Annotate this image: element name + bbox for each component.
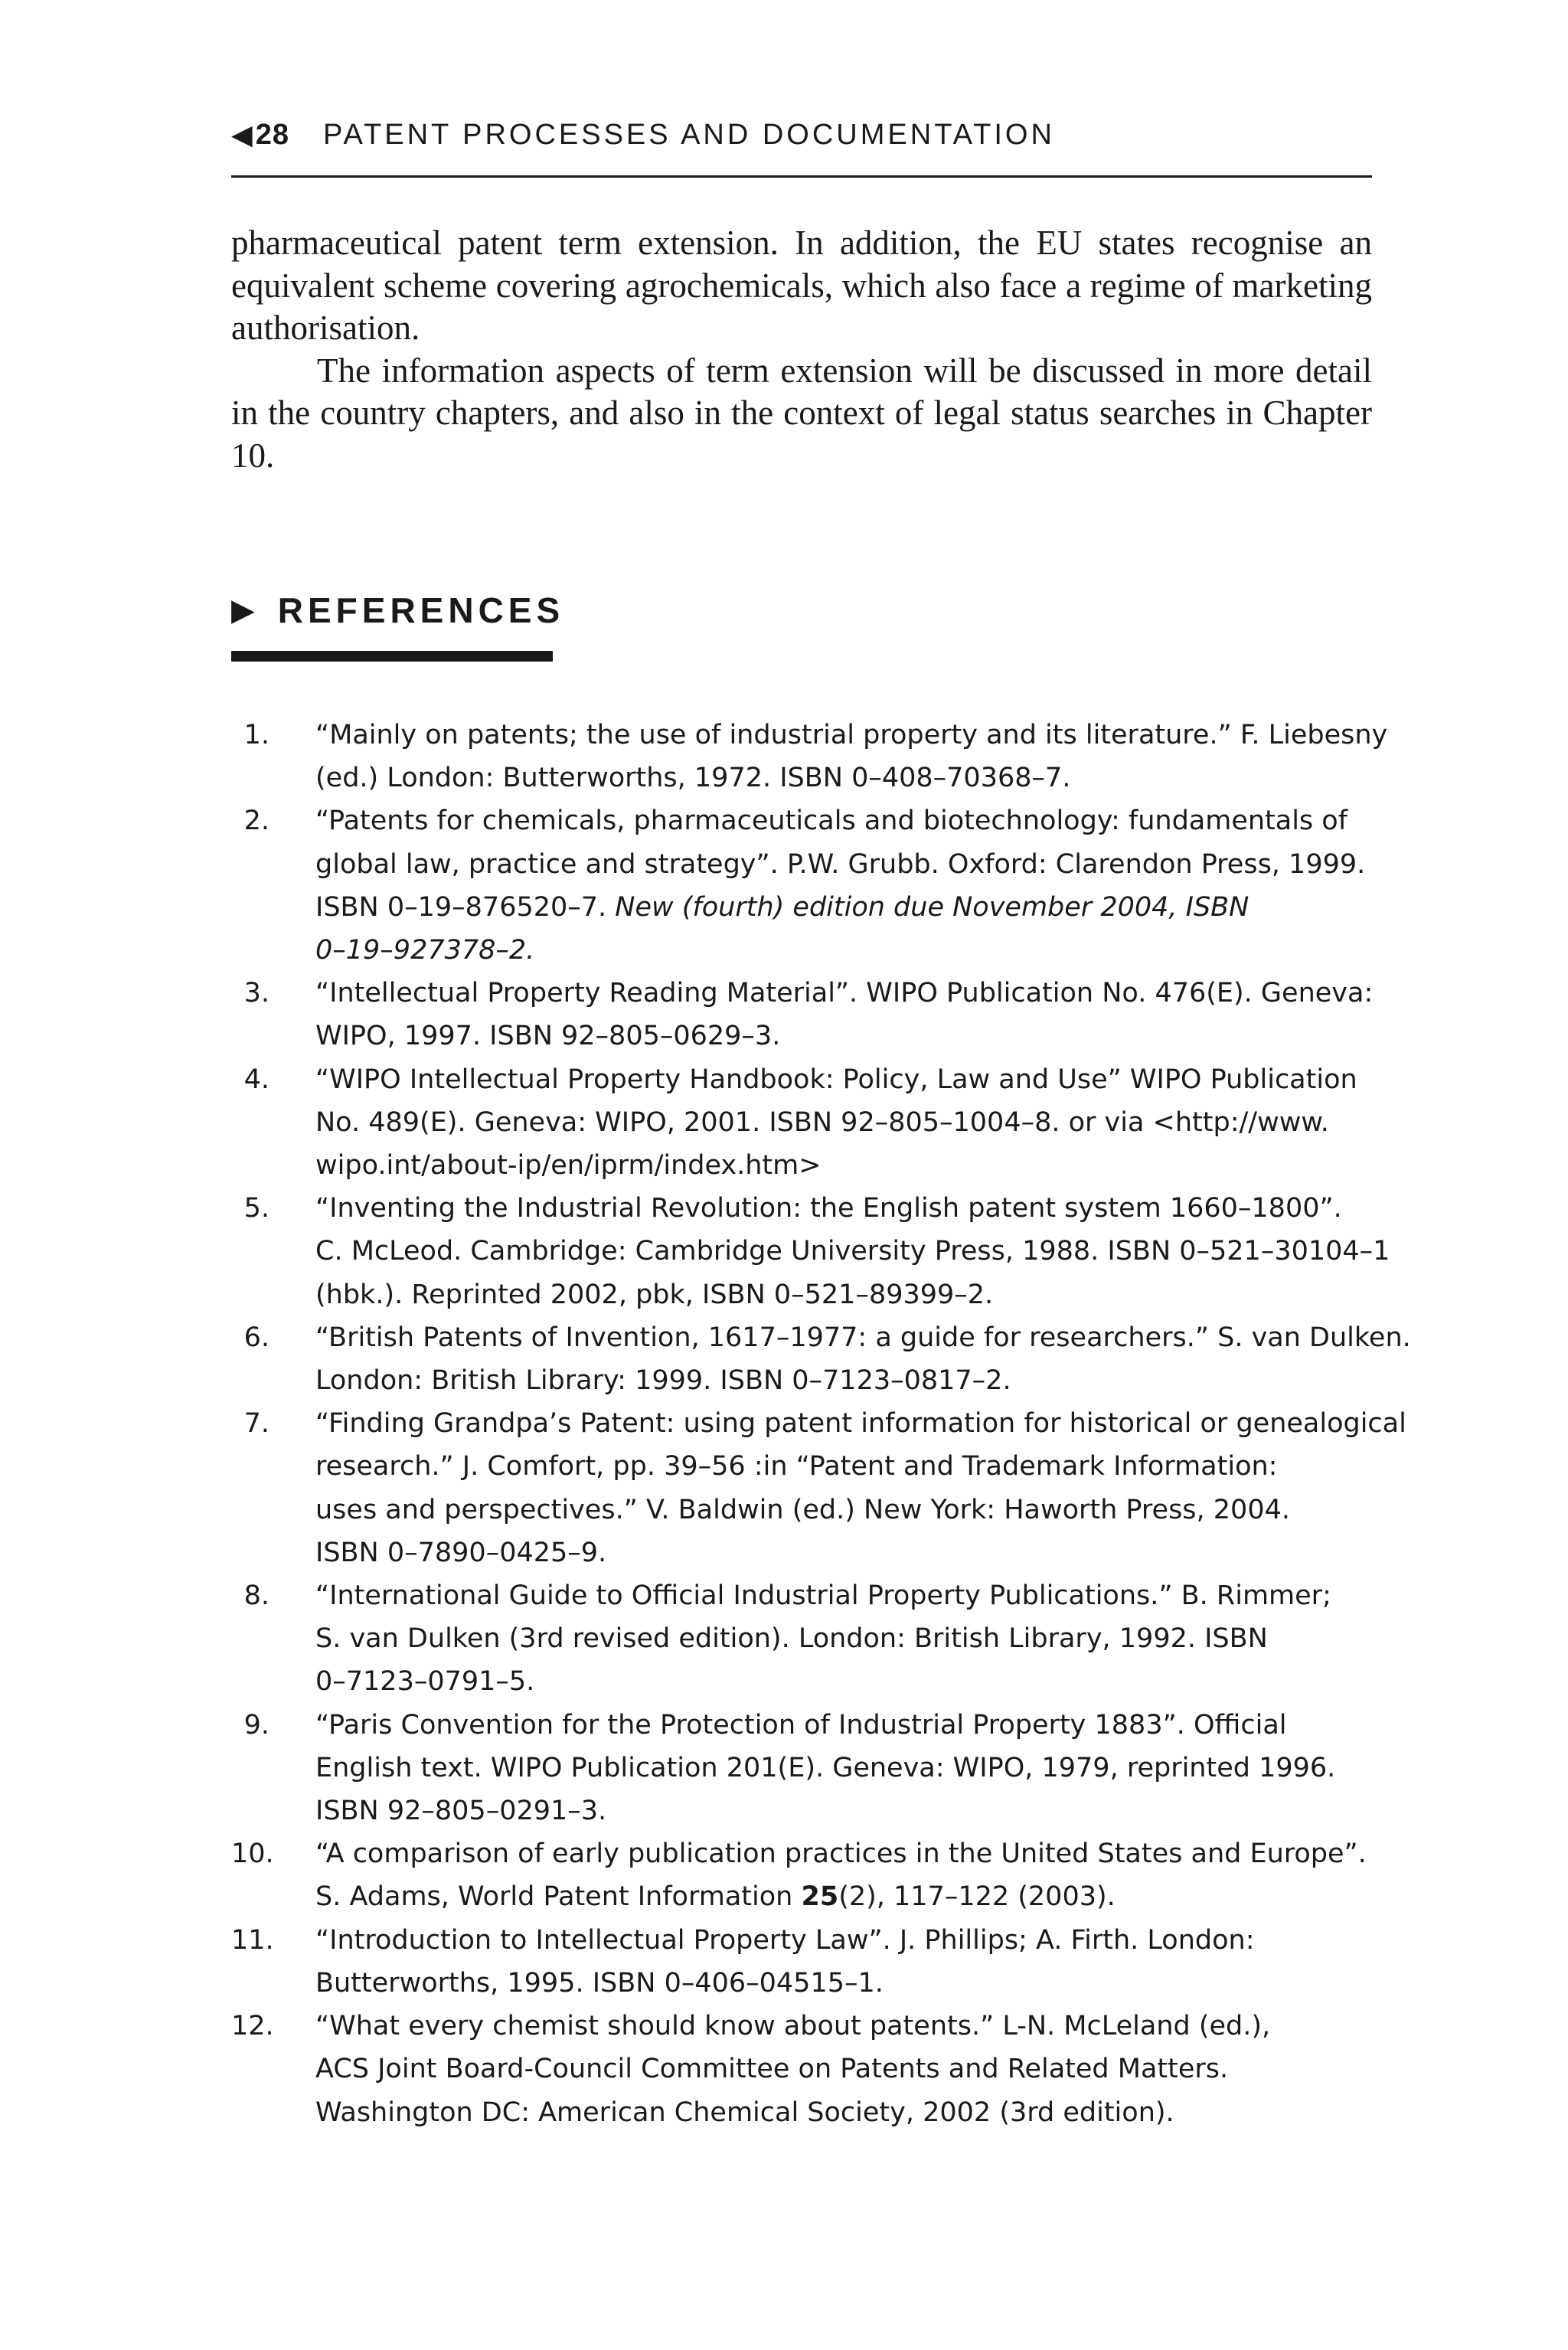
reference-line: ISBN 92–805–0291–3. — [315, 1796, 607, 1827]
section-title: REFERENCES — [277, 590, 565, 630]
reference-line: “Intellectual Property Reading Material”. WIPO Publication No. 476(E). Geneva: — [315, 978, 1374, 1009]
reference-item — [231, 799, 1372, 972]
reference-number: 2. — [243, 806, 270, 837]
reference-line — [315, 886, 1372, 929]
reference-line: C. McLeod. Cambridge: Cambridge University Press, 1988. ISBN 0–521–30104–1 — [315, 1236, 1390, 1267]
reference-line — [315, 929, 1372, 972]
page-number: 28 — [255, 119, 289, 151]
reference-item — [231, 972, 1372, 1057]
reference-italic-note: 0–19–927378–2. — [315, 935, 535, 966]
reference-line: “Introduction to Intellectual Property Law”. J. Phillips; A. Firth. London: — [315, 1924, 1255, 1956]
reference-line: “Paris Convention for the Protection of Industrial Property 1883”. Official — [315, 1709, 1287, 1740]
reference-number: 11. — [231, 1924, 274, 1956]
reference-text: S. Adams, World Patent Information — [315, 1881, 802, 1913]
reference-italic-note: New (fourth) edition due November 2004, ISBN — [606, 891, 1250, 923]
reference-number: 1. — [243, 720, 270, 750]
reference-line: “British Patents of Invention, 1617–1977: a guide for researchers.” S. van Dulken. — [315, 1322, 1411, 1353]
reference-number: 3. — [243, 978, 270, 1009]
running-title: PATENT PROCESSES AND DOCUMENTATION — [322, 119, 1055, 151]
reference-line: (hbk.). Reprinted 2002, pbk, ISBN 0–521–89399–2. — [315, 1279, 994, 1310]
header-rule — [231, 175, 1372, 178]
reference-text: ISBN 0–19–876520–7. — [315, 891, 607, 923]
reference-line: uses and perspectives.” V. Baldwin (ed.) New York: Haworth Press, 2004. — [315, 1494, 1290, 1525]
reference-number: 4. — [243, 1064, 270, 1095]
volume-number: 25 — [801, 1881, 839, 1913]
reference-list — [231, 714, 1411, 2134]
reference-item — [231, 2005, 1372, 2134]
reference-item — [231, 1058, 1372, 1188]
reference-item — [231, 1919, 1372, 2005]
reference-line: “Patents for chemicals, pharmaceuticals and biotechnology: fundamentals of — [315, 806, 1348, 837]
reference-item — [231, 1187, 1390, 1316]
reference-number: 9. — [243, 1709, 270, 1740]
reference-item — [231, 1704, 1372, 1833]
reference-line: English text. WIPO Publication 201(E). Geneva: WIPO, 1979, reprinted 1996. — [315, 1752, 1336, 1783]
section-heading — [231, 590, 564, 631]
reference-line: ACS Joint Board-Council Committee on Patents and Related Matters. — [315, 2054, 1229, 2085]
reference-line: “Finding Grandpa’s Patent: using patent information for historical or genealogical — [315, 1408, 1406, 1440]
reference-line — [315, 1875, 1372, 1918]
reference-item — [231, 714, 1388, 799]
reference-line: “Mainly on patents; the use of industrial property and its literature.” F. Liebesny — [315, 720, 1388, 750]
reference-line: wipo.int/about-ip/en/iprm/index.htm> — [315, 1150, 822, 1182]
reference-line: Washington DC: American Chemical Society, 2002 (3rd edition). — [315, 2097, 1174, 2128]
reference-line: “What every chemist should know about patents.” L-N. McLeland (ed.), — [315, 2011, 1271, 2042]
reference-number: 8. — [243, 1580, 270, 1612]
body-paragraph: The information aspects of term extension will be discussed in more detail in the country chapters, and also in the context of legal status searches in Chapter 10. — [231, 351, 1372, 475]
reference-line: research.” J. Comfort, pp. 39–56 :in “Patent and Trademark Information: — [315, 1451, 1278, 1482]
reference-line: 0–7123–0791–5. — [315, 1666, 535, 1698]
reference-number: 7. — [243, 1408, 270, 1440]
reference-line: S. van Dulken (3rd revised edition). London: British Library, 1992. ISBN — [315, 1623, 1268, 1655]
reference-line: “Inventing the Industrial Revolution: the English patent system 1660–1800”. — [315, 1193, 1342, 1224]
reference-line: global law, practice and strategy”. P.W. Grubb. Oxford: Clarendon Press, 1999. — [315, 848, 1366, 880]
left-triangle-icon: ◀ — [231, 119, 253, 150]
reference-line: “WIPO Intellectual Property Handbook: Policy, Law and Use” WIPO Publication — [315, 1064, 1357, 1095]
running-header — [231, 119, 1372, 152]
body-text — [231, 222, 1372, 477]
reference-number: 6. — [243, 1322, 270, 1353]
reference-item — [231, 1832, 1372, 1918]
reference-line: “International Guide to Official Industrial Property Publications.” B. Rimmer; — [315, 1580, 1331, 1612]
section-rule — [231, 651, 553, 662]
right-triangle-icon: ▶ — [231, 593, 255, 627]
reference-number: 5. — [243, 1193, 270, 1224]
reference-line: Butterworths, 1995. ISBN 0–406–04515–1. — [315, 1967, 884, 1999]
reference-number: 12. — [231, 2011, 274, 2042]
reference-item — [231, 1316, 1411, 1402]
body-paragraph: pharmaceutical patent term extension. In addition, the EU states recognise an equivalent scheme covering agrochemicals, which also face a regime of marketing authorisation. — [231, 224, 1372, 347]
reference-line: WIPO, 1997. ISBN 92–805–0629–3. — [315, 1021, 781, 1052]
reference-number: 10. — [231, 1838, 274, 1870]
reference-line: (ed.) London: Butterworths, 1972. ISBN 0–408–70368–7. — [315, 763, 1071, 794]
reference-line: “A comparison of early publication practices in the United States and Europe”. — [315, 1838, 1367, 1870]
reference-line: No. 489(E). Geneva: WIPO, 2001. ISBN 92–805–1004–8. or via <http://www. — [315, 1106, 1329, 1138]
reference-item — [231, 1574, 1372, 1704]
reference-text: (2), 117–122 (2003). — [838, 1881, 1116, 1913]
reference-line: London: British Library: 1999. ISBN 0–7123–0817–2. — [315, 1365, 1011, 1397]
reference-line: ISBN 0–7890–0425–9. — [315, 1537, 607, 1568]
reference-item — [231, 1402, 1406, 1574]
